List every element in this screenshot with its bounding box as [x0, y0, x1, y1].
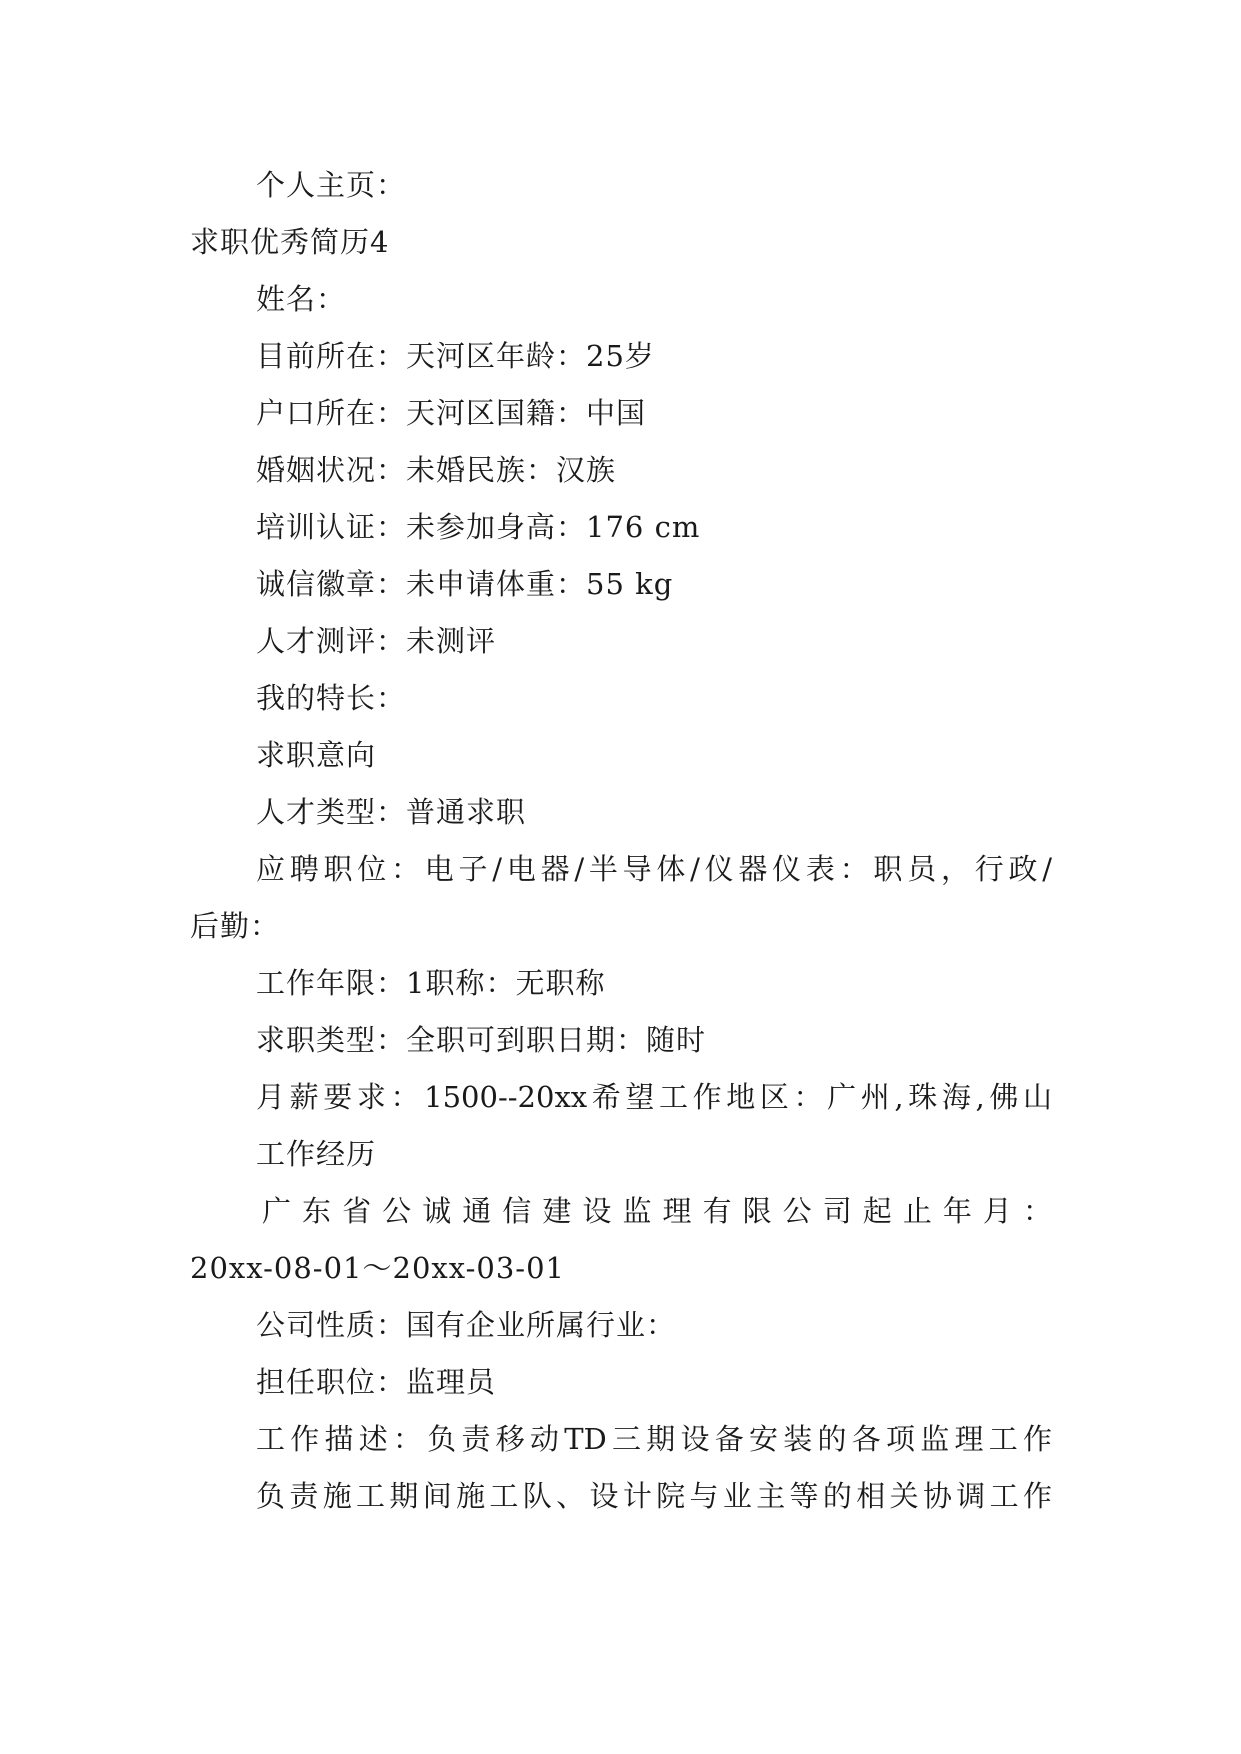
job-description-line: 工作描述：负责移动TD三期设备安装的各项监理工作: [256, 1422, 1052, 1456]
work-years-title-line: 工作年限：1职称：无职称: [256, 966, 606, 1000]
applied-position-line: 应聘职位：电子/电器/半导体/仪器仪表：职员，行政/: [256, 852, 1052, 886]
job-intention-heading: 求职意向: [256, 738, 377, 772]
hukou-nationality-line: 户口所在：天河区国籍：中国: [256, 396, 647, 430]
talent-type-line: 人才类型：普通求职: [256, 795, 527, 829]
specialty-line: 我的特长：: [256, 681, 407, 715]
work-experience-heading: 工作经历: [256, 1137, 377, 1171]
location-age-line: 目前所在：天河区年龄：25岁: [256, 339, 655, 373]
name-line: 姓名：: [256, 282, 347, 316]
position-held-line: 担任职位：监理员: [256, 1365, 497, 1399]
document-title: 求职优秀简历4: [190, 225, 390, 259]
personal-homepage-line: 个人主页：: [256, 168, 407, 202]
salary-location-line: 月薪要求：1500--20xx希望工作地区：广州,珠海,佛山: [256, 1080, 1052, 1114]
company-nature-line: 公司性质：国有企业所属行业：: [256, 1308, 677, 1342]
applied-position-continuation: 后勤：: [190, 909, 281, 943]
period-dates-line: 20xx-08-01～20xx-03-01: [190, 1251, 566, 1285]
assessment-line: 人才测评：未测评: [256, 624, 497, 658]
marital-ethnicity-line: 婚姻状况：未婚民族：汉族: [256, 453, 617, 487]
job-type-availability-line: 求职类型：全职可到职日期：随时: [256, 1023, 707, 1057]
badge-weight-line: 诚信徽章：未申请体重：55 kg: [256, 567, 674, 601]
coordination-duty-line: 负责施工期间施工队、设计院与业主等的相关协调工作: [256, 1479, 1052, 1513]
training-height-line: 培训认证：未参加身高：176 cm: [256, 510, 701, 544]
company-period-line: 广东省公诚通信建设监理有限公司起止年月：: [262, 1194, 1052, 1228]
